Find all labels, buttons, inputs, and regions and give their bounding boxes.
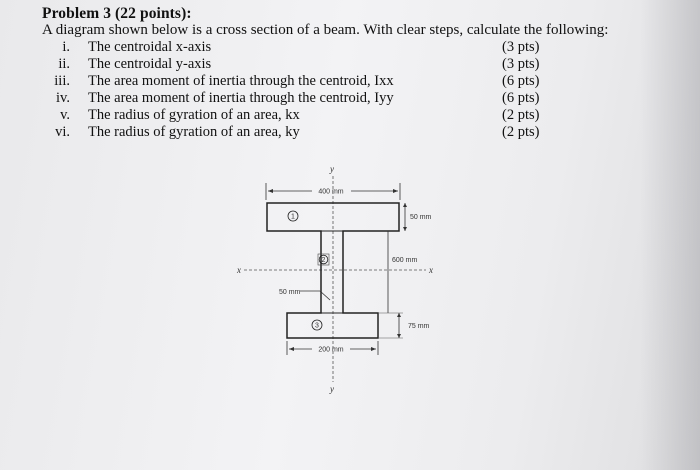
y-axis-label-bottom: y — [330, 384, 334, 394]
x-axis-label-left: x — [237, 265, 241, 275]
dim-200-label: 200 mm — [318, 346, 344, 354]
problem-intro: A diagram shown below is a cross section of a beam. With clear steps, calculate the following: — [42, 22, 609, 38]
question-points: (3 pts) — [502, 56, 540, 72]
problem-title: Problem 3 (22 points): — [42, 5, 192, 22]
dim-600-label: 600 mm — [392, 257, 418, 264]
dim-50-flange-label: 50 mm — [410, 214, 432, 221]
part-1-label: 1 — [291, 213, 295, 221]
dim-75-label: 75 mm — [408, 323, 430, 330]
question-number: i. — [62, 39, 70, 55]
question-text: The radius of gyration of an area, ky — [88, 124, 300, 140]
question-text: The area moment of inertia through the centroid, Ixx — [88, 73, 394, 89]
question-number: iv. — [56, 90, 70, 106]
question-text: The radius of gyration of an area, kx — [88, 107, 300, 123]
question-points: (6 pts) — [502, 73, 540, 89]
dim-50-web-label: 50 mm — [279, 289, 301, 296]
question-number: v. — [60, 107, 70, 123]
dim-400-label: 400 mm — [318, 188, 344, 196]
question-points: (2 pts) — [502, 107, 540, 123]
question-points: (3 pts) — [502, 39, 540, 55]
question-points: (2 pts) — [502, 124, 540, 140]
question-number: vi. — [55, 124, 70, 140]
question-text: The centroidal y-axis — [88, 56, 212, 72]
x-axis-label-right: x — [429, 265, 433, 275]
y-axis-label-top: y — [330, 164, 334, 174]
question-points: (6 pts) — [502, 90, 540, 106]
question-number: iii. — [54, 73, 70, 89]
question-number: ii. — [58, 56, 70, 72]
question-text: The area moment of inertia through the centroid, Iyy — [88, 90, 394, 106]
part-3-label: 3 — [315, 322, 319, 330]
part-2-label: 2 — [321, 257, 326, 264]
question-text: The centroidal x-axis — [88, 39, 212, 55]
